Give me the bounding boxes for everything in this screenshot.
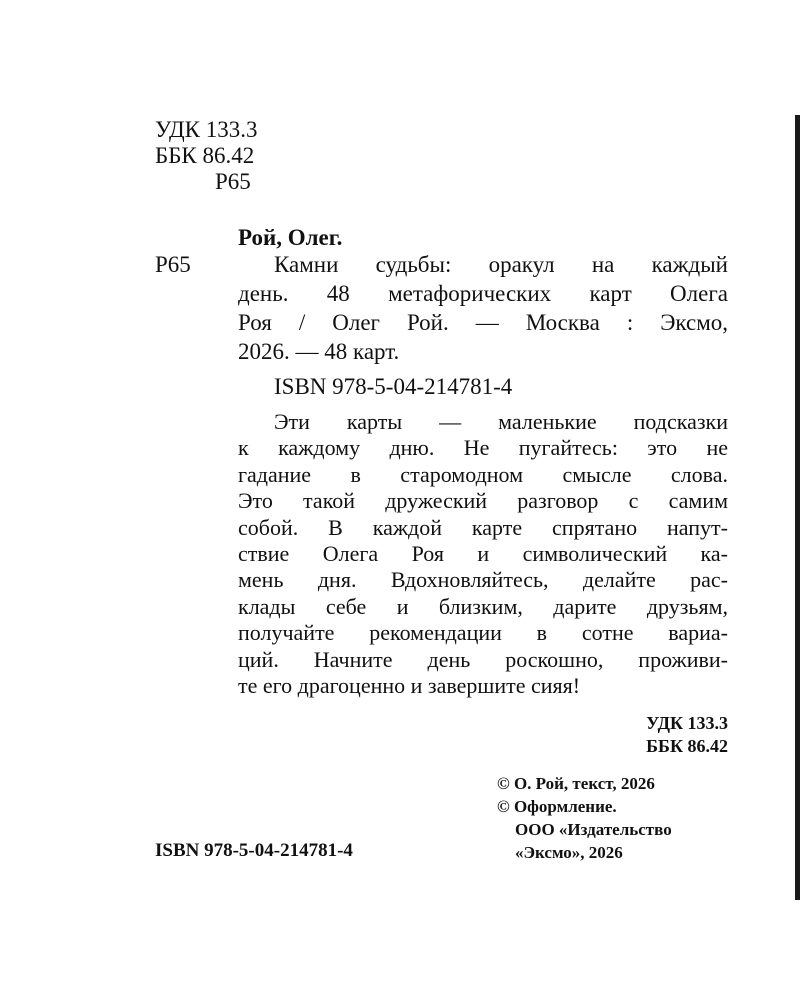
bibliographic-description — [238, 250, 728, 366]
entry-author-sign: Р65 — [155, 252, 191, 277]
description-line: день. 48 метафорических карт Олега — [238, 281, 728, 306]
annotation-line: те его драгоценно и завершите сияя! — [238, 673, 581, 699]
annotation-line: клады себе и близким, дарите друзьям, — [238, 593, 728, 619]
copyright-design: © Оформление. — [497, 797, 617, 816]
udk-code: УДК 133.3 — [155, 117, 258, 142]
annotation-line: Эти карты — маленькие подсказки — [274, 409, 728, 434]
annotation-line: получайте рекомендации в сотне вариа- — [238, 620, 728, 646]
copyright-text: © О. Рой, текст, 2026 — [497, 774, 655, 793]
annotation-line: ствие Олега Роя и символический ка- — [238, 541, 728, 567]
author-heading: Рой, Олег. — [238, 225, 343, 250]
annotation-line: мень дня. Вдохновляйтесь, делайте рас- — [238, 567, 728, 593]
entry-isbn: ISBN 978-5-04-214781-4 — [274, 374, 513, 399]
footer-bbk-code: ББК 86.42 — [646, 736, 728, 756]
annotation-line: ций. Начните день роскошно, проживи- — [238, 646, 728, 672]
annotation-line: Это такой дружеский разговор с самим — [238, 488, 728, 514]
annotation-line: к каждому дню. Не пугайтесь: это не — [238, 435, 728, 461]
author-sign: Р65 — [215, 169, 251, 194]
publisher-line: ООО «Издательство — [515, 820, 672, 839]
page-edge-rule — [795, 115, 800, 900]
description-line: Камни судьбы: оракул на каждый — [274, 252, 728, 277]
description-line: 2026. — 48 карт. — [238, 339, 400, 364]
description-line: Роя / Олег Рой. — Москва : Эксмо, — [238, 310, 728, 335]
annotation-line: гадание в старомодном смысле слова. — [238, 461, 728, 487]
publisher-line: «Эксмо», 2026 — [515, 843, 623, 862]
bbk-code: ББК 86.42 — [155, 143, 255, 168]
annotation-line: собой. В каждой карте спрятано напут- — [238, 514, 728, 540]
footer-udk-code: УДК 133.3 — [646, 713, 728, 733]
annotation-paragraph — [238, 409, 728, 699]
bottom-isbn: ISBN 978-5-04-214781-4 — [155, 840, 353, 861]
